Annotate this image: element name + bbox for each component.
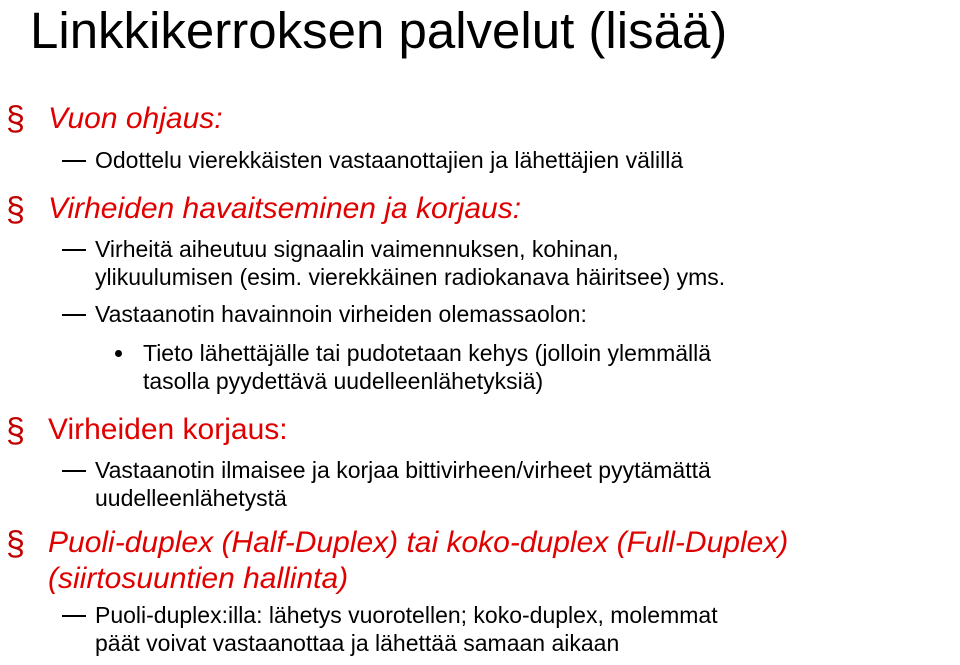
section-heading-error-detection: Virheiden havaitseminen ja korjaus:: [48, 192, 522, 225]
section-bullet-icon: §: [6, 100, 25, 138]
list-item-continuation: ylikuulumisen (esim. vierekkäinen radiokanava häiritsee) yms.: [95, 264, 726, 290]
section-heading-error-correction: Virheiden korjaus:: [48, 413, 288, 446]
list-item: Virheitä aiheutuu signaalin vaimennuksen, kohinan,: [95, 236, 619, 262]
section-bullet-icon: §: [6, 525, 25, 563]
section-heading-flow-control: Vuon ohjaus:: [48, 102, 223, 135]
dash-icon: [62, 615, 86, 617]
list-item: Odottelu vierekkäisten vastaanottajien ja lähettäjien välillä: [95, 147, 684, 173]
list-item-continuation: päät voivat vastaanottaa ja lähettää samaan aikaan: [95, 630, 620, 656]
dash-icon: [62, 160, 86, 162]
dash-icon: [62, 470, 86, 472]
section-bullet-icon: §: [6, 412, 25, 450]
section-bullet-icon: §: [6, 191, 25, 229]
list-item: Puoli-duplex:illa: lähetys vuorotellen; koko-duplex, molemmat: [95, 602, 718, 628]
list-item: Vastaanotin ilmaisee ja korjaa bittivirheen/virheet pyytämättä: [95, 457, 711, 483]
list-item-continuation: uudelleenlähetystä: [95, 485, 287, 511]
section-heading-duplex: Puoli-duplex (Half-Duplex) tai koko-duplex (Full-Duplex): [48, 526, 789, 559]
dash-icon: [62, 249, 86, 251]
bullet-dot-icon: [115, 350, 122, 357]
page-title: Linkkikerroksen palvelut (lisää): [30, 2, 728, 59]
sub-list-item-continuation: tasolla pyydettävä uudelleenlähetyksiä): [143, 368, 544, 394]
section-heading-duplex-continuation: (siirtosuuntien hallinta): [48, 562, 349, 595]
sub-list-item: Tieto lähettäjälle tai pudotetaan kehys (jolloin ylemmällä: [143, 340, 712, 366]
dash-icon: [62, 314, 86, 316]
list-item: Vastaanotin havainnoin virheiden olemassaolon:: [95, 301, 587, 327]
